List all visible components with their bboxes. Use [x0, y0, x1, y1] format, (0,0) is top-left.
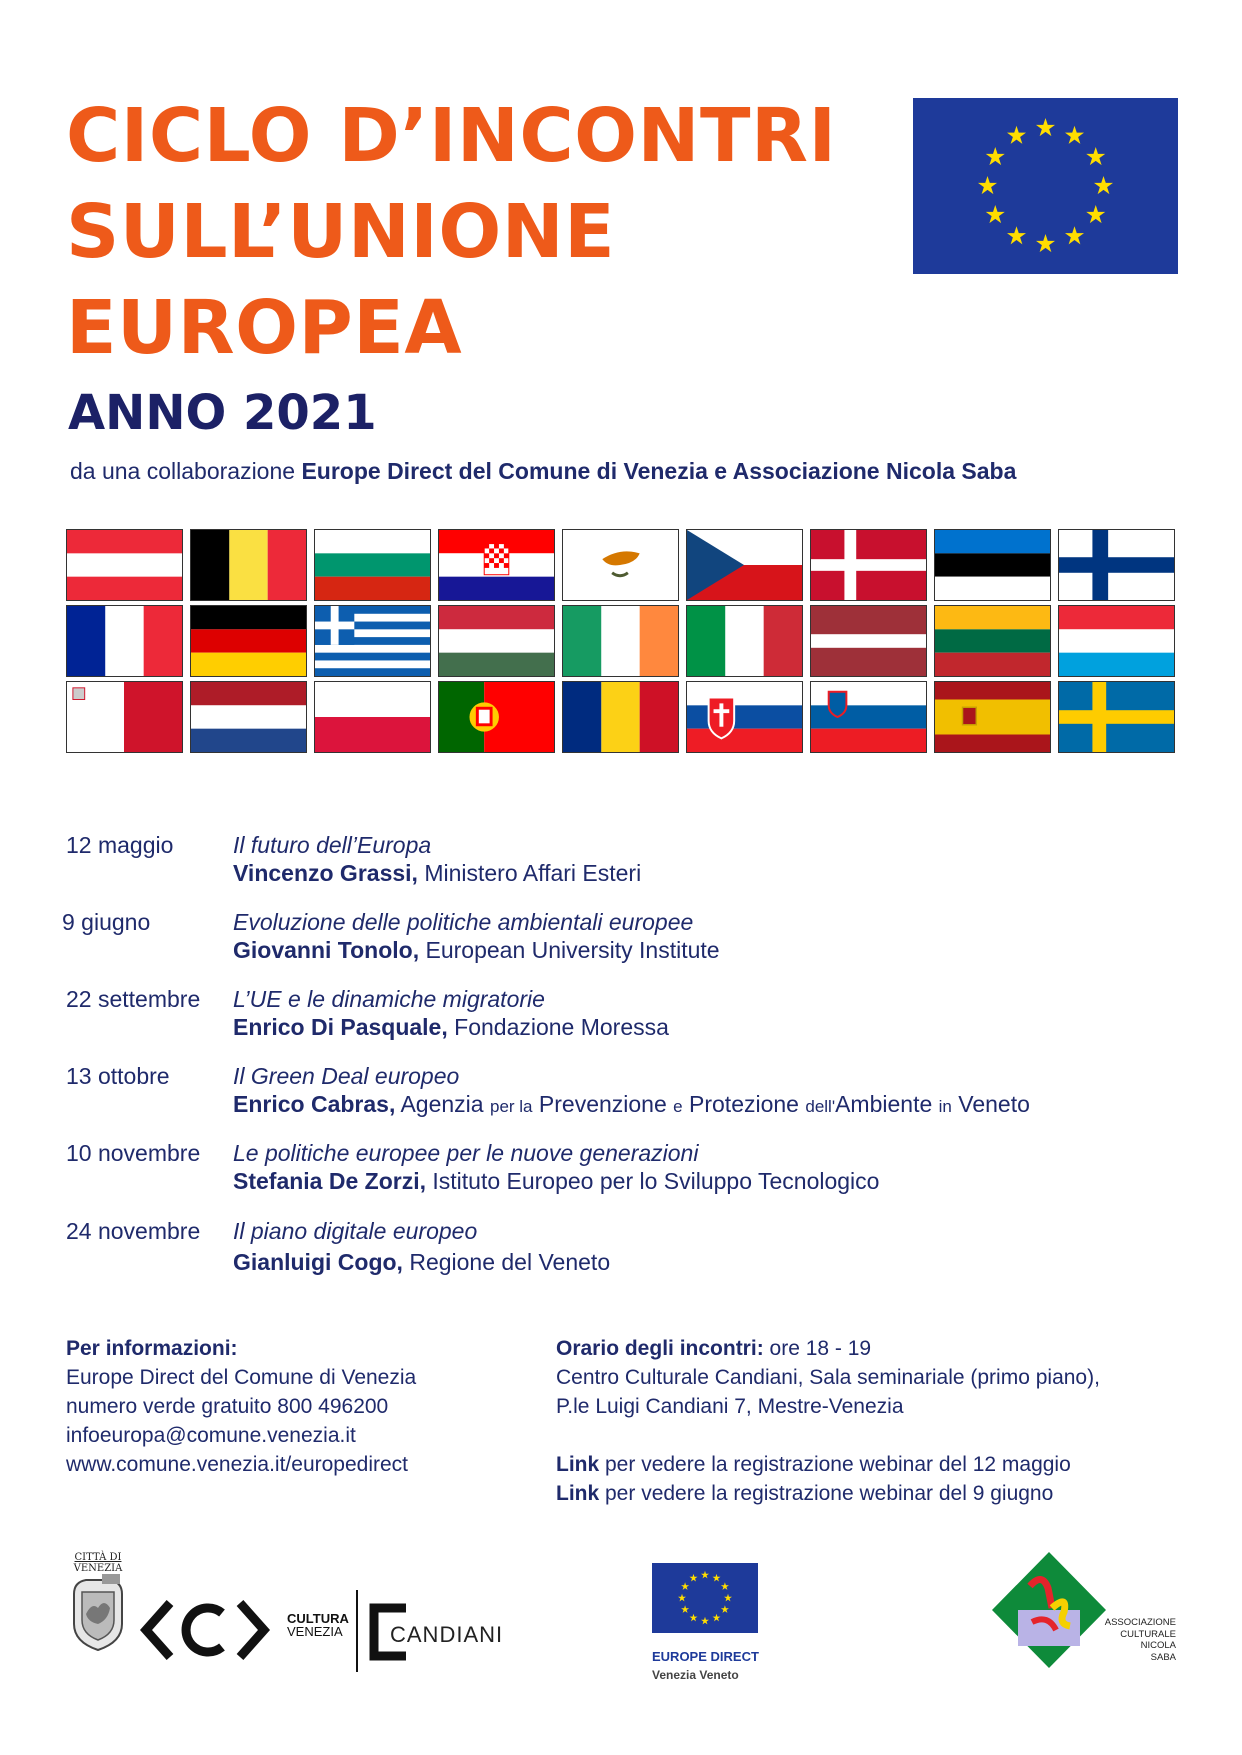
event-item — [66, 1140, 1186, 1210]
event-date: 24 novembre — [66, 1218, 201, 1244]
event-topic: Le politiche europee per le nuove generazioni — [233, 1140, 699, 1166]
spain-flag-icon — [934, 681, 1051, 753]
collaboration-prefix: da una collaborazione — [70, 458, 296, 484]
belgium-flag-icon — [190, 529, 307, 601]
europe-direct-sublabel: Venezia Veneto — [652, 1668, 739, 1682]
czech-flag-icon — [686, 529, 803, 601]
finland-flag-icon — [1058, 529, 1175, 601]
europe-direct-flag-icon — [652, 1563, 758, 1633]
speaker-name: Giovanni Tonolo, — [233, 937, 420, 963]
event-speaker-line — [233, 1249, 610, 1276]
info-phone: numero verde gratuito 800 496200 — [66, 1395, 389, 1418]
saba-label: ASSOCIAZIONE CULTURALE NICOLA SABA — [1104, 1617, 1176, 1663]
event-speaker-line — [233, 860, 641, 887]
title-line-3: EUROPEA — [66, 285, 463, 371]
info-website-link[interactable]: www.comune.venezia.it/europedirect — [66, 1453, 409, 1476]
speaker-name: Stefania De Zorzi, — [233, 1168, 426, 1194]
venezia-crest-icon — [68, 1574, 128, 1654]
info-line: Europe Direct del Comune di Venezia — [66, 1366, 417, 1389]
info-heading: Per informazioni: — [66, 1337, 238, 1360]
slovakia-flag-icon — [686, 681, 803, 753]
ireland-flag-icon — [562, 605, 679, 677]
event-item — [66, 1063, 1186, 1133]
schedule-block — [556, 1334, 1100, 1508]
speaker-name: Vincenzo Grassi, — [233, 860, 418, 886]
info-block — [66, 1334, 416, 1479]
collaboration-line — [70, 458, 1016, 485]
webinar-link-12-maggio[interactable]: Link — [556, 1453, 600, 1476]
title-line-1: CICLO D’INCONTRI — [66, 93, 837, 179]
schedule-heading: Orario degli incontri: — [556, 1337, 764, 1360]
latvia-flag-icon — [810, 605, 927, 677]
event-speaker-line — [233, 1091, 1030, 1118]
year-heading: ANNO 2021 — [68, 385, 377, 441]
event-speaker-line — [233, 1014, 669, 1041]
poland-flag-icon — [314, 681, 431, 753]
estonia-flag-icon — [934, 529, 1051, 601]
speaker-affiliation: Regione del Veneto — [409, 1249, 611, 1275]
schedule-hours: ore 18 - 19 — [763, 1337, 872, 1360]
speaker-affiliation: Agenzia per la Prevenzione e Protezione dell'Ambiente in Veneto — [400, 1091, 1030, 1117]
event-topic: L’UE e le dinamiche migratorie — [233, 986, 545, 1012]
denmark-flag-icon — [810, 529, 927, 601]
event-date: 9 giugno — [62, 909, 151, 935]
austria-flag-icon — [66, 529, 183, 601]
venue-line: Centro Culturale Candiani, Sala seminariale (primo piano), — [556, 1366, 1100, 1389]
portugal-flag-icon — [438, 681, 555, 753]
citta-label-1: CITTÀ DI — [74, 1552, 122, 1563]
citta-label-2: VENEZIA — [73, 1563, 123, 1574]
logo-divider — [356, 1590, 358, 1672]
netherlands-flag-icon — [190, 681, 307, 753]
speaker-affiliation: European University Institute — [425, 937, 720, 963]
italy-flag-icon — [686, 605, 803, 677]
info-email-link[interactable]: infoeuropa@comune.venezia.it — [66, 1424, 356, 1447]
candiani-label: CANDIANI — [390, 1622, 504, 1647]
event-date: 12 maggio — [66, 832, 174, 858]
luxembourg-flag-icon — [1058, 605, 1175, 677]
poster-title — [66, 88, 866, 376]
event-item — [66, 832, 1186, 902]
event-item — [62, 909, 1186, 979]
speaker-affiliation: Istituto Europeo per lo Sviluppo Tecnologico — [432, 1168, 880, 1194]
event-item — [66, 986, 1186, 1056]
webinar-link-row: Link per vedere la registrazione webinar del 9 giugno — [556, 1482, 1054, 1505]
event-date: 22 settembre — [66, 986, 201, 1012]
eu-flag-icon — [913, 98, 1178, 274]
event-date: 10 novembre — [66, 1140, 201, 1166]
event-speaker-line — [233, 937, 720, 964]
event-item — [66, 1218, 1186, 1288]
bulgaria-flag-icon — [314, 529, 431, 601]
citta-di-venezia-logo — [68, 1553, 128, 1659]
cultura-venezia-mark-icon — [140, 1595, 275, 1665]
europe-direct-label: EUROPE DIRECT — [652, 1649, 759, 1664]
sweden-flag-icon — [1058, 681, 1175, 753]
speaker-affiliation: Fondazione Moressa — [454, 1014, 669, 1040]
germany-flag-icon — [190, 605, 307, 677]
event-topic: Il futuro dell’Europa — [233, 832, 432, 858]
event-date: 13 ottobre — [66, 1063, 170, 1089]
schedule-hours-line — [556, 1334, 1100, 1363]
speaker-name: Enrico Di Pasquale, — [233, 1014, 448, 1040]
speaker-affiliation: Ministero Affari Esteri — [424, 860, 642, 886]
greece-flag-icon — [314, 605, 431, 677]
slovenia-flag-icon — [810, 681, 927, 753]
event-speaker-line — [233, 1168, 879, 1195]
speaker-name: Enrico Cabras, — [233, 1091, 396, 1117]
romania-flag-icon — [562, 681, 679, 753]
event-topic: Il Green Deal europeo — [233, 1063, 460, 1089]
lithuania-flag-icon — [934, 605, 1051, 677]
collaboration-partners: Europe Direct del Comune di Venezia e Associazione Nicola Saba — [301, 458, 1017, 484]
hungary-flag-icon — [438, 605, 555, 677]
cultura-venezia-label: CULTURA VENEZIA — [287, 1611, 349, 1639]
associazione-nicola-saba-logo-icon — [990, 1550, 1108, 1670]
speaker-name: Gianluigi Cogo, — [233, 1249, 403, 1275]
title-line-2: SULL’UNIONE — [66, 189, 616, 275]
webinar-link-row: Link per vedere la registrazione webinar del 12 maggio — [556, 1453, 1071, 1476]
cyprus-flag-icon — [562, 529, 679, 601]
event-topic: Il piano digitale europeo — [233, 1218, 478, 1244]
croatia-flag-icon — [438, 529, 555, 601]
malta-flag-icon — [66, 681, 183, 753]
webinar-link-9-giugno[interactable]: Link — [556, 1482, 600, 1505]
address-line: P.le Luigi Candiani 7, Mestre-Venezia — [556, 1395, 904, 1418]
event-topic: Evoluzione delle politiche ambientali europee — [233, 909, 694, 935]
france-flag-icon — [66, 605, 183, 677]
